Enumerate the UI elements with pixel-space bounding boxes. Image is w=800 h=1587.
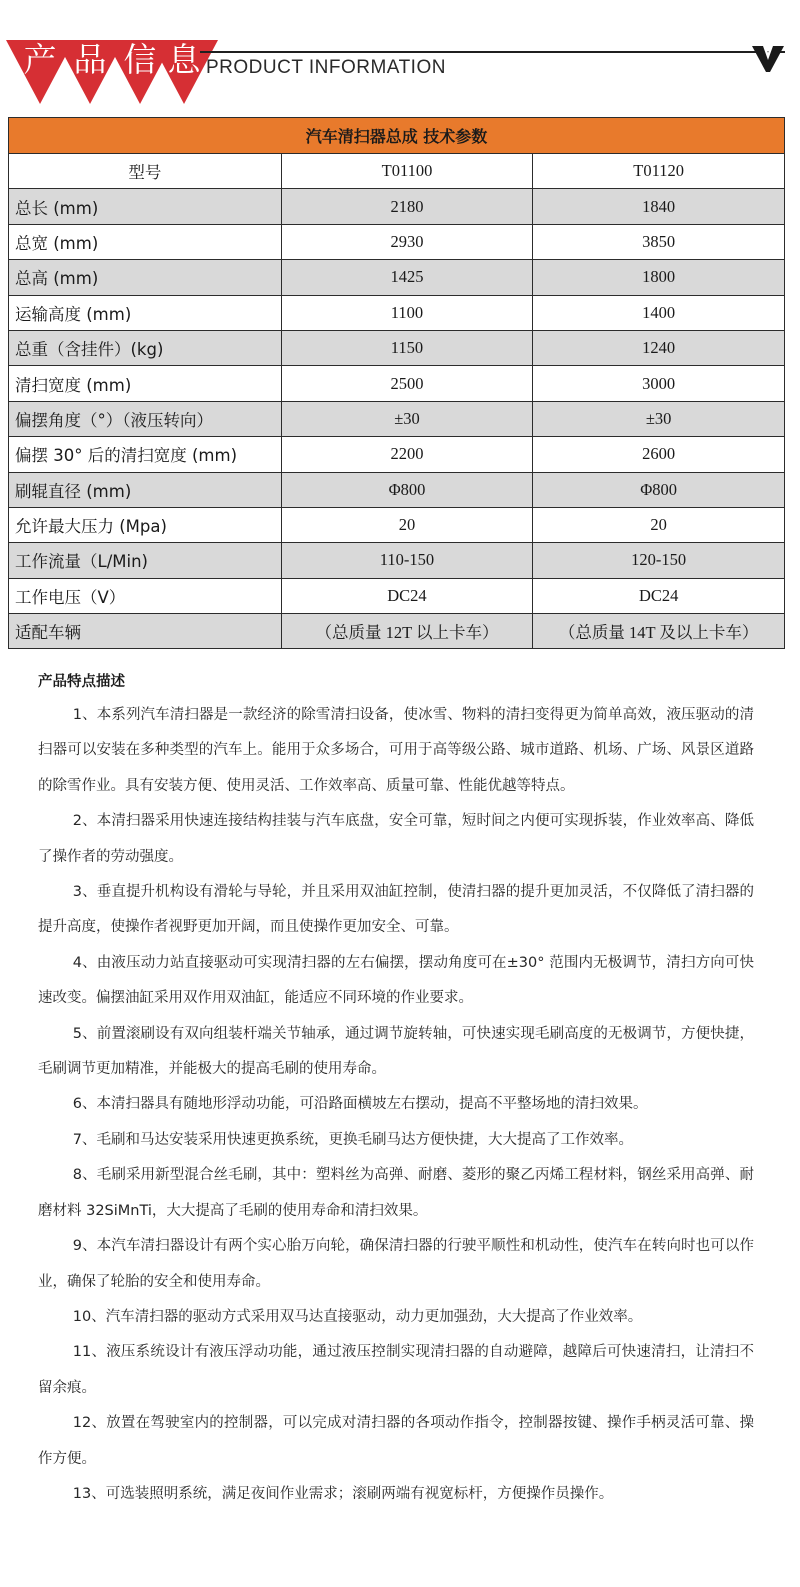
feature-paragraph: 2、本清扫器采用快速连接结构挂装与汽车底盘，安全可靠，短时间之内便可实现拆装，作业效率高、降低了操作者的劳动强度。	[38, 813, 754, 865]
header-banner	[0, 0, 800, 108]
spec-label: 总长 (mm)	[9, 189, 282, 224]
feature-paragraph: 9、本汽车清扫器设计有两个实心胎万向轮，确保清扫器的行驶平顺性和机动性，使汽车在转向时也可以作业，确保了轮胎的安全和使用寿命。	[38, 1238, 754, 1290]
feature-paragraph: 13、可选装照明系统，满足夜间作业需求；滚刷两端有视宽标杆，方便操作员操作。	[72, 1485, 614, 1502]
spec-value-b: 120-150	[533, 543, 785, 578]
spec-value-b: 1840	[533, 189, 785, 224]
header-model-b: T01120	[533, 154, 785, 189]
spec-value-a: DC24	[281, 578, 533, 613]
banner-char-4: 息	[167, 40, 201, 79]
spec-value-b: ±30	[533, 401, 785, 436]
banner-rule	[200, 51, 785, 53]
feature-paragraph: 11、液压系统设计有液压浮动功能，通过液压控制实现清扫器的自动避障，越障后可快速清扫，让清扫不留余痕。	[38, 1344, 754, 1396]
spec-label: 工作电压（V）	[9, 578, 282, 613]
spec-value-b: 3000	[533, 366, 785, 401]
spec-value-b: Φ800	[533, 472, 785, 507]
spec-label: 清扫宽度 (mm)	[9, 366, 282, 401]
description-paragraphs	[38, 698, 754, 1512]
banner-char-3: 信	[123, 40, 157, 79]
spec-row	[9, 543, 785, 578]
banner-char-2: 品	[73, 40, 107, 79]
feature-paragraph: 1、本系列汽车清扫器是一款经济的除雪清扫设备，使冰雪、物料的清扫变得更为简单高效，液压驱动的清扫器可以安装在多种类型的汽车上。能用于众多场合，可用于高等级公路、城市道路、机场、广场、风景区道路的除雪作业。具有安装方便、使用灵活、工作效率高、质量可靠、性能优越等特点。	[38, 707, 754, 794]
feature-paragraph: 5、前置滚刷设有双向组装杆端关节轴承，通过调节旋转轴，可快速实现毛刷高度的无极调节，方便快捷，毛刷调节更加精准，并能极大的提高毛刷的使用寿命。	[38, 1025, 754, 1078]
spec-row	[9, 330, 785, 365]
banner-char-1: 产	[23, 40, 57, 79]
spec-value-a: 1150	[281, 330, 533, 365]
spec-value-b: 2600	[533, 437, 785, 472]
spec-label: 总重（含挂件）(kg)	[9, 330, 282, 365]
spec-value-b: 1400	[533, 295, 785, 330]
v-logo-mark-icon	[752, 44, 784, 74]
header-model-a: T01100	[281, 154, 533, 189]
spec-value-b: 20	[533, 507, 785, 542]
spec-value-a: （总质量 12T 以上卡车）	[281, 614, 533, 649]
feature-paragraph: 6、本清扫器具有随地形浮动功能，可沿路面横坡左右摆动，提高不平整场地的清扫效果。	[72, 1096, 648, 1113]
spec-table	[8, 117, 785, 649]
spec-row	[9, 260, 785, 295]
spec-value-a: 2200	[281, 437, 533, 472]
spec-value-a: ±30	[281, 401, 533, 436]
spec-value-a: 20	[281, 507, 533, 542]
spec-label: 适配车辆	[9, 614, 282, 649]
spec-row	[9, 189, 785, 224]
spec-table-header-row	[9, 154, 785, 189]
spec-label: 运输高度 (mm)	[9, 295, 282, 330]
spec-row	[9, 401, 785, 436]
spec-value-a: 2930	[281, 224, 533, 259]
feature-paragraph: 10、汽车清扫器的驱动方式采用双马达直接驱动，动力更加强劲，大大提高了作业效率。	[72, 1308, 643, 1325]
header-model-label: 型号	[9, 154, 282, 189]
spec-label: 允许最大压力 (Mpa)	[9, 507, 282, 542]
feature-description	[38, 670, 754, 1512]
spec-label: 总高 (mm)	[9, 260, 282, 295]
spec-label: 偏摆角度（°）（液压转向）	[9, 401, 282, 436]
spec-value-b: 1800	[533, 260, 785, 295]
spec-value-b: （总质量 14T 及以上卡车）	[533, 614, 785, 649]
spec-label: 刷辊直径 (mm)	[9, 472, 282, 507]
spec-value-a: 2500	[281, 366, 533, 401]
spec-table-title-row	[9, 118, 785, 154]
description-title: 产品特点描述	[38, 674, 125, 690]
spec-label: 总宽 (mm)	[9, 224, 282, 259]
spec-label: 工作流量（L/Min)	[9, 543, 282, 578]
feature-paragraph: 3、垂直提升机构设有滑轮与导轮，并且采用双油缸控制，使清扫器的提升更加灵活，不仅降低了清扫器的提升高度，使操作者视野更加开阔，而且使操作更加安全、可靠。	[38, 884, 754, 936]
feature-paragraph: 8、毛刷采用新型混合丝毛刷，其中：塑料丝为高弹、耐磨、菱形的聚乙丙烯工程材料，钢丝采用高弹、耐磨材料 32SiMnTi，大大提高了毛刷的使用寿命和清扫效果。	[38, 1167, 754, 1219]
spec-row	[9, 472, 785, 507]
spec-table-title: 汽车清扫器总成 技术参数	[9, 118, 785, 154]
spec-value-a: 1425	[281, 260, 533, 295]
spec-row	[9, 224, 785, 259]
spec-value-b: 3850	[533, 224, 785, 259]
spec-value-a: 110-150	[281, 543, 533, 578]
spec-value-b: 1240	[533, 330, 785, 365]
feature-paragraph: 7、毛刷和马达安装采用快速更换系统，更换毛刷马达方便快捷，大大提高了工作效率。	[72, 1131, 634, 1148]
spec-value-b: DC24	[533, 578, 785, 613]
spec-value-a: 2180	[281, 189, 533, 224]
feature-paragraph: 12、放置在驾驶室内的控制器，可以完成对清扫器的各项动作指令，控制器按键、操作手柄灵活可靠、操作方便。	[38, 1415, 754, 1467]
spec-label: 偏摆 30° 后的清扫宽度 (mm)	[9, 437, 282, 472]
spec-value-a: Φ800	[281, 472, 533, 507]
spec-row	[9, 614, 785, 649]
spec-row	[9, 507, 785, 542]
spec-row	[9, 366, 785, 401]
spec-row	[9, 437, 785, 472]
spec-row	[9, 578, 785, 613]
spec-value-a: 1100	[281, 295, 533, 330]
banner-english-title: PRODUCT INFORMATION	[206, 57, 446, 78]
spec-row	[9, 295, 785, 330]
feature-paragraph: 4、由液压动力站直接驱动可实现清扫器的左右偏摆，摆动角度可在±30° 范围内无极调节，清扫方向可快速改变。偏摆油缸采用双作用双油缸，能适应不同环境的作业要求。	[38, 954, 754, 1007]
